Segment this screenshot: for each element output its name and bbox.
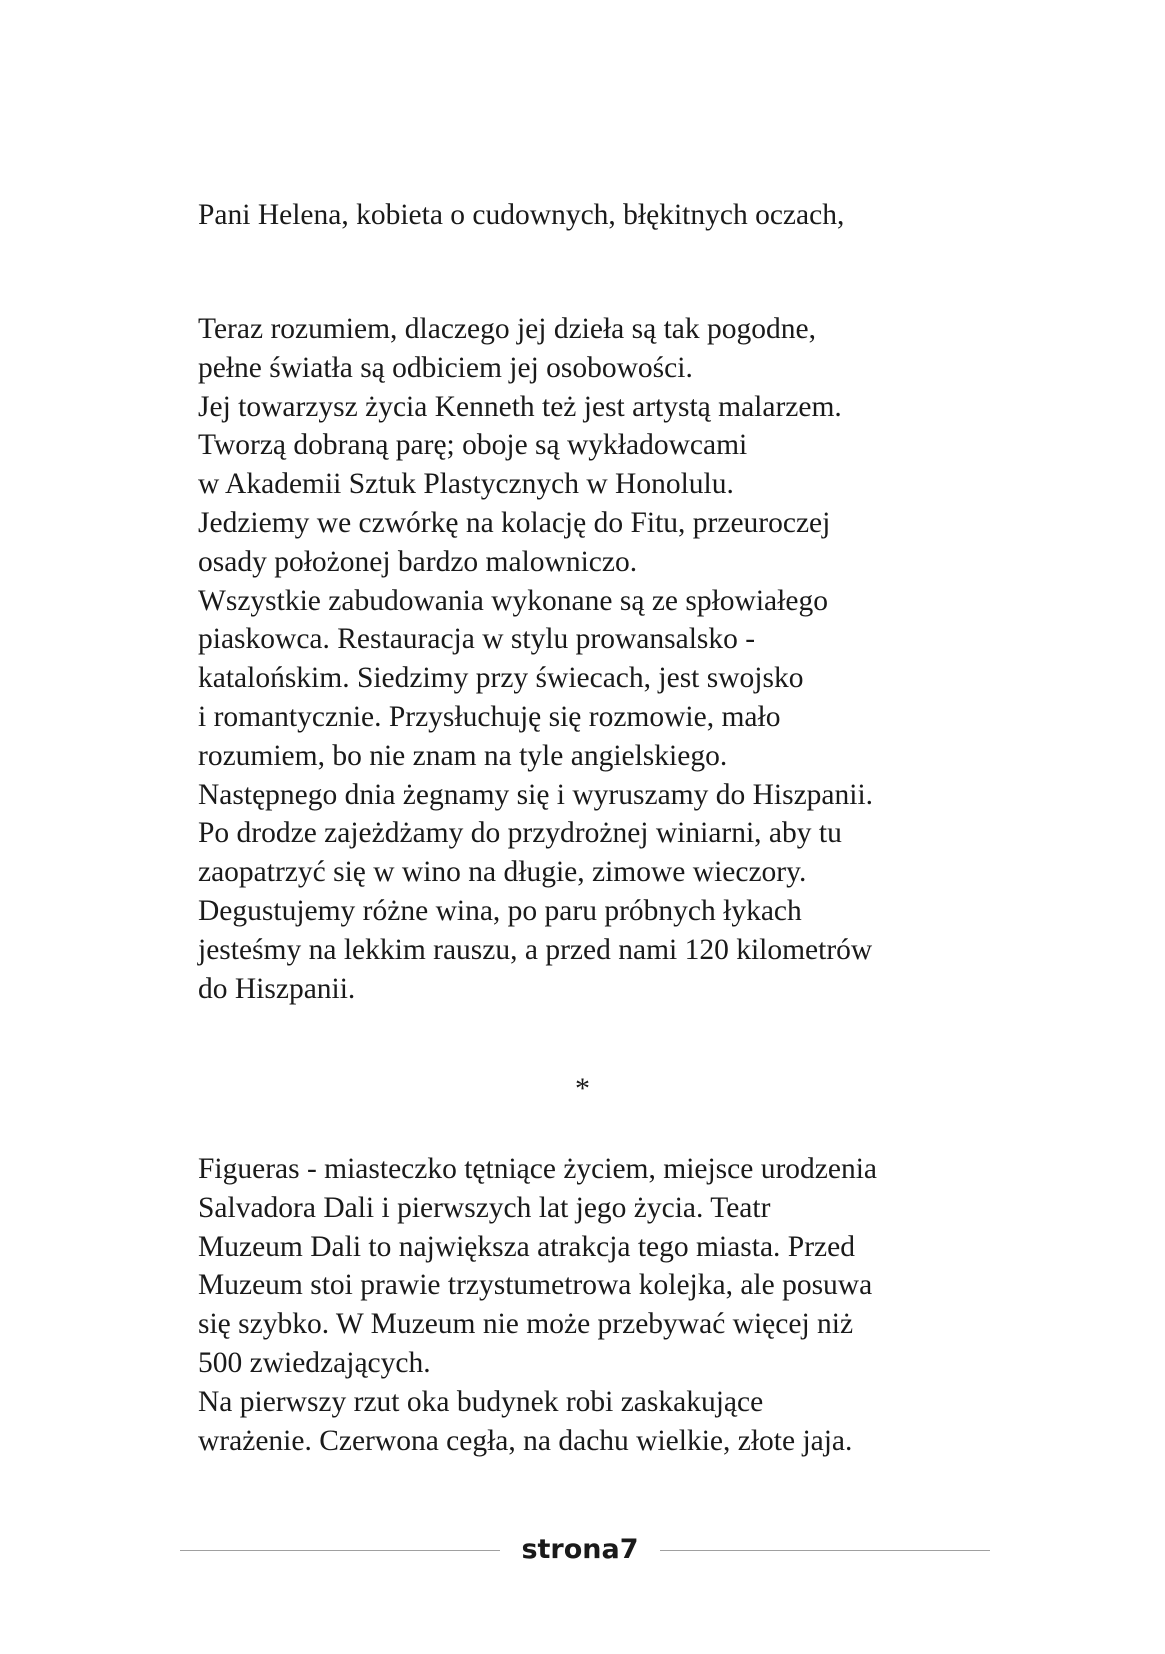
text-line: Teraz rozumiem, dlaczego jej dzieła są tak pogodne, (198, 313, 816, 345)
footer-rule-right (660, 1550, 990, 1551)
footer-rule-left (180, 1550, 500, 1551)
text-line: piaskowca. Restauracja w stylu prowansalsko - (198, 623, 756, 656)
text-line: Jej towarzysz życia Kenneth też jest artystą malarzem. (198, 390, 842, 423)
text-line: katalońskim. Siedzimy przy świecach, jest swojsko (198, 662, 804, 695)
opening-line (198, 196, 1098, 235)
text-line: do Hiszpanii. (198, 972, 356, 1005)
text-line: Następnego dnia żegnamy się i wyruszamy do Hiszpanii. (198, 778, 874, 811)
text-line: Wszystkie zabudowania wykonane są ze spłowiałego (198, 584, 828, 617)
paragraph-figueras (198, 1150, 1098, 1460)
text-line: Na pierwszy rzut oka budynek robi zaskakujące (198, 1385, 764, 1418)
text-line: jesteśmy na lekkim rauszu, a przed nami 120 kilometrów (198, 933, 873, 966)
text-line: Degustujemy różne wina, po paru próbnych łykach (198, 894, 802, 927)
text-line: Po drodze zajeżdżamy do przydrożnej winiarni, aby tu (198, 817, 842, 850)
section-separator-asterisk: * (575, 1072, 590, 1105)
text-line: pełne światła są odbiciem jej osobowości. (198, 351, 693, 384)
text-line: zaopatrzyć się w wino na długie, zimowe wieczory. (198, 856, 807, 889)
text-line: Muzeum stoi prawie trzystumetrowa kolejka, ale posuwa (198, 1269, 873, 1302)
text-line: rozumiem, bo nie znam na tyle angielskiego. (198, 739, 728, 772)
paragraph-dinner-and-departure (198, 310, 1098, 1008)
text-line: Muzeum Dali to największa atrakcja tego miasta. Przed (198, 1230, 855, 1263)
text-line: i romantycznie. Przysłuchuję się rozmowie, mało (198, 700, 781, 733)
text-line: Tworzą dobraną parę; oboje są wykładowcami (198, 429, 748, 462)
text-line: Figueras - miasteczko tętniące życiem, miejsce urodzenia (198, 1153, 878, 1185)
text-line: Jedziemy we czwórkę na kolację do Fitu, przeuroczej (198, 506, 831, 539)
text-line: 500 zwiedzających. (198, 1346, 431, 1379)
text-line: wrażenie. Czerwona cegła, na dachu wielkie, złote jaja. (198, 1424, 853, 1457)
text-line: się szybko. W Muzeum nie może przebywać więcej niż (198, 1308, 854, 1341)
text-line: w Akademii Sztuk Plastycznych w Honolulu. (198, 468, 734, 501)
text-line: Salvadora Dali i pierwszych lat jego życia. Teatr (198, 1191, 771, 1224)
page-number: strona7 (521, 1534, 639, 1565)
page-footer (180, 1530, 990, 1570)
text-line: Pani Helena, kobieta o cudownych, błękitnych oczach, (198, 199, 845, 231)
text-line: osady położonej bardzo malowniczo. (198, 545, 638, 578)
